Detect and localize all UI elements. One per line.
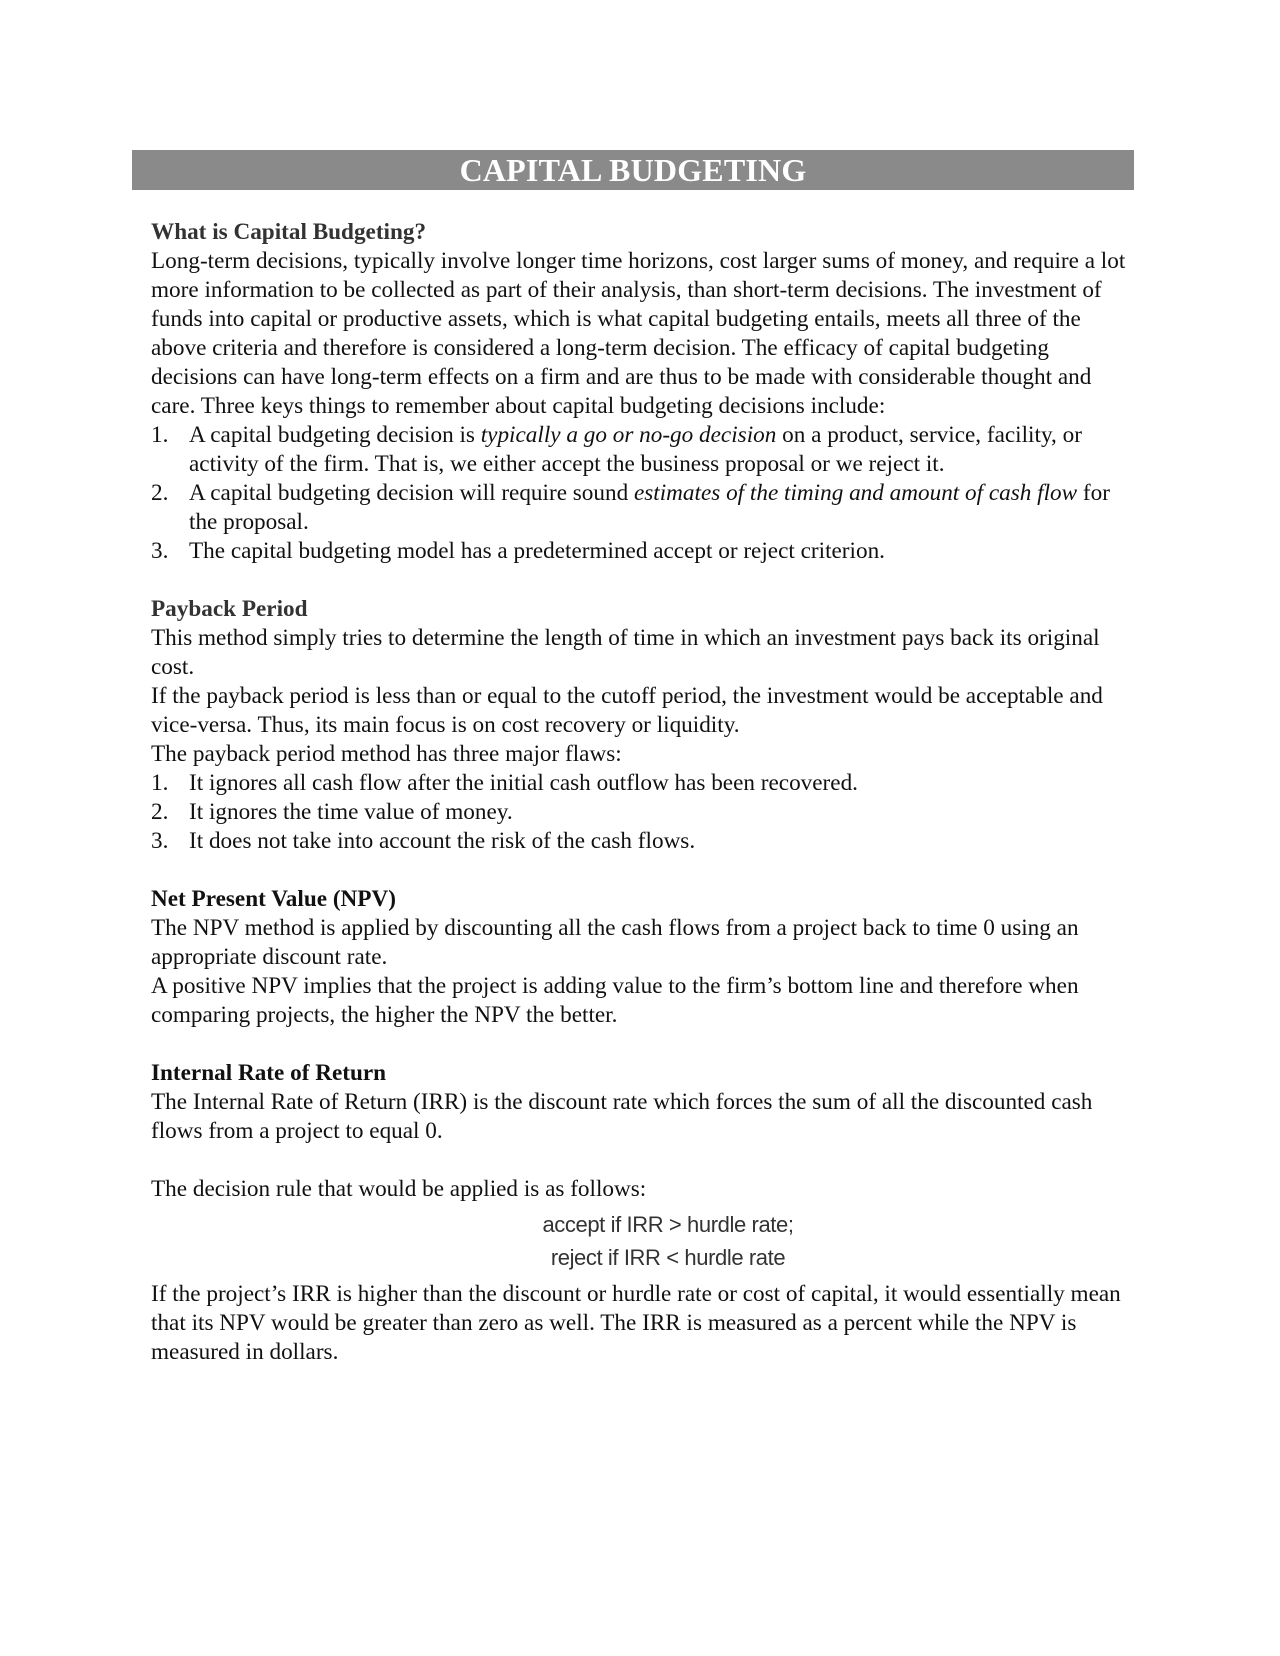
list-item-text: It ignores all cash flow after the initial cash outflow has been recovered. — [189, 770, 858, 796]
paragraph-payback-3: The payback period method has three major flaws: — [151, 741, 622, 767]
paragraph-payback-2: If the payback period is less than or equal to the cutoff period, the investment would be acceptable and vice-versa. Thus, its main focus is on cost recovery or liquidity. — [151, 683, 1103, 738]
list-item-text-post: for the proposal. — [189, 480, 1110, 535]
list-item-text-post: on a product, service, facility, or activity of the firm. That is, we either accept the business proposal or we reject it. — [189, 422, 1082, 477]
list-item-number: 1. — [151, 770, 169, 796]
formula-decision-rule — [151, 1208, 1141, 1274]
list-item-number: 2. — [151, 480, 169, 506]
list-capital-budgeting-keys — [151, 421, 1141, 566]
heading-net-present-value: Net Present Value (NPV) — [151, 886, 396, 912]
list-item-number: 2. — [151, 799, 169, 825]
list-item — [151, 827, 1141, 856]
list-payback-flaws — [151, 769, 1141, 856]
list-item — [151, 479, 1141, 537]
heading-internal-rate-of-return: Internal Rate of Return — [151, 1060, 387, 1086]
paragraph-npv-2: A positive NPV implies that the project is adding value to the firm’s bottom line and therefore when comparing projects, the higher the NPV the better. — [151, 973, 1079, 1028]
document-body — [151, 218, 1141, 1367]
list-item-number: 3. — [151, 828, 169, 854]
list-item — [151, 769, 1141, 798]
heading-what-is-capital-budgeting: What is Capital Budgeting? — [151, 219, 427, 245]
paragraph-irr-3: If the project’s IRR is higher than the discount or hurdle rate or cost of capital, it would essentially mean that its NPV would be greater than zero as well. The IRR is measured as a percent while the NPV is measured in dollars. — [151, 1281, 1121, 1365]
formula-reject: reject if IRR < hurdle rate — [550, 1245, 786, 1270]
list-item-text: The capital budgeting model has a predetermined accept or reject criterion. — [189, 538, 885, 564]
paragraph-irr-2: The decision rule that would be applied is as follows: — [151, 1176, 647, 1202]
list-item-text-pre: A capital budgeting decision is — [189, 422, 481, 448]
list-item-text: It ignores the time value of money. — [189, 799, 513, 825]
list-item-text-pre: A capital budgeting decision will require sound — [189, 480, 634, 506]
list-item-emphasis: estimates of the timing and amount of cash flow — [633, 480, 1078, 506]
page-title: CAPITAL BUDGETING — [132, 150, 1134, 190]
list-item — [151, 421, 1141, 479]
formula-accept: accept if IRR > hurdle rate; — [542, 1212, 794, 1237]
heading-payback-period: Payback Period — [151, 596, 308, 622]
paragraph-payback-1: This method simply tries to determine the length of time in which an investment pays back its original cost. — [151, 625, 1100, 680]
list-item-text: It does not take into account the risk of the cash flows. — [189, 828, 696, 854]
paragraph-what-intro: Long-term decisions, typically involve longer time horizons, cost larger sums of money, and require a lot more information to be collected as part of their analysis, than short-term decisions. The investment of funds into capital or productive assets, which is what capital budgeting entails, meets all three of the above criteria and therefore is considered a long-term decision. The efficacy of capital budgeting decisions can have long-term effects on a firm and are thus to be made with considerable thought and care. Three keys things to remember about capital budgeting decisions include: — [151, 248, 1126, 419]
paragraph-npv-1: The NPV method is applied by discounting all the cash flows from a project back to time 0 using an appropriate discount rate. — [151, 915, 1079, 970]
list-item — [151, 537, 1141, 566]
paragraph-irr-1: The Internal Rate of Return (IRR) is the discount rate which forces the sum of all the discounted cash flows from a project to equal 0. — [151, 1089, 1093, 1144]
list-item-number: 1. — [151, 422, 169, 448]
list-item-number: 3. — [151, 538, 169, 564]
list-item — [151, 798, 1141, 827]
list-item-emphasis: typically a go or no-go decision — [480, 422, 777, 448]
